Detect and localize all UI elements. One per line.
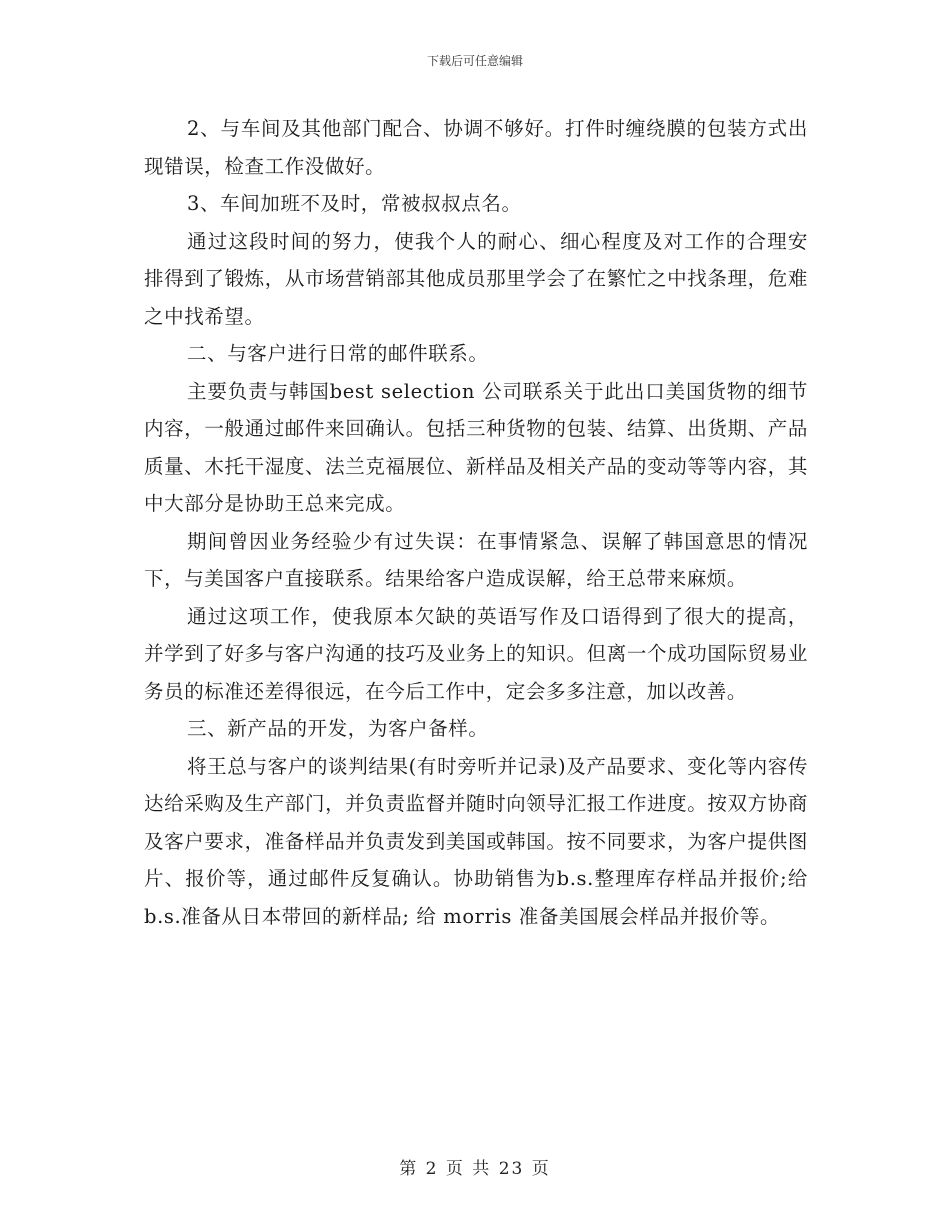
paragraph-mistakes: 期间曾因业务经验少有过失误：在事情紧急、误解了韩国意思的情况下，与美国客户直接联系。结果给客户造成误解，给王总带来麻烦。 xyxy=(144,529,808,590)
document-body xyxy=(144,110,808,935)
paragraph-issue-2: 2、与车间及其他部门配合、协调不够好。打件时缠绕膜的包装方式出现错误，检查工作没做好。 xyxy=(144,117,808,178)
page-header: 下载后可任意编辑 xyxy=(426,54,523,68)
section-heading-2: 二、与客户进行日常的邮件联系。 xyxy=(187,342,489,365)
page-footer: 第 2 页 共 23 页 xyxy=(399,1159,551,1179)
paragraph-summary-1: 通过这段时间的努力，使我个人的耐心、细心程度及对工作的合理安排得到了锻炼，从市场营销部其他成员那里学会了在繁忙之中找条理，危难之中找希望。 xyxy=(144,229,808,328)
paragraph-samples: 将王总与客户的谈判结果(有时旁听并记录)及产品要求、变化等内容传达给采购及生产部门，并负责监督并随时向领导汇报工作进度。按双方协商及客户要求，准备样品并负责发到美国或韩国。按不同要求，为客户提供图片、报价等，通过邮件反复确认。协助销售为b.s.整理库存样品并报价;给b.s.准备从日本带回的新样品; 给 morris 准备美国展会样品并报价等。 xyxy=(144,754,808,928)
paragraph-issue-3: 3、车间加班不及时，常被叔叔点名。 xyxy=(187,192,522,215)
section-heading-3: 三、新产品的开发，为客户备样。 xyxy=(187,717,489,740)
paragraph-summary-2: 通过这项工作，使我原本欠缺的英语写作及口语得到了很大的提高，并学到了好多与客户沟通的技巧及业务上的知识。但离一个成功国际贸易业务员的标准还差得很远，在今后工作中，定会多多注意，加以改善。 xyxy=(144,604,808,703)
paragraph-email-duties: 主要负责与韩国best selection 公司联系关于此出口美国货物的细节内容，一般通过邮件来回确认。包括三种货物的包装、结算、出货期、产品质量、木托干湿度、法兰克福展位、新样品及相关产品的变动等等内容，其中大部分是协助王总来完成。 xyxy=(144,379,808,515)
